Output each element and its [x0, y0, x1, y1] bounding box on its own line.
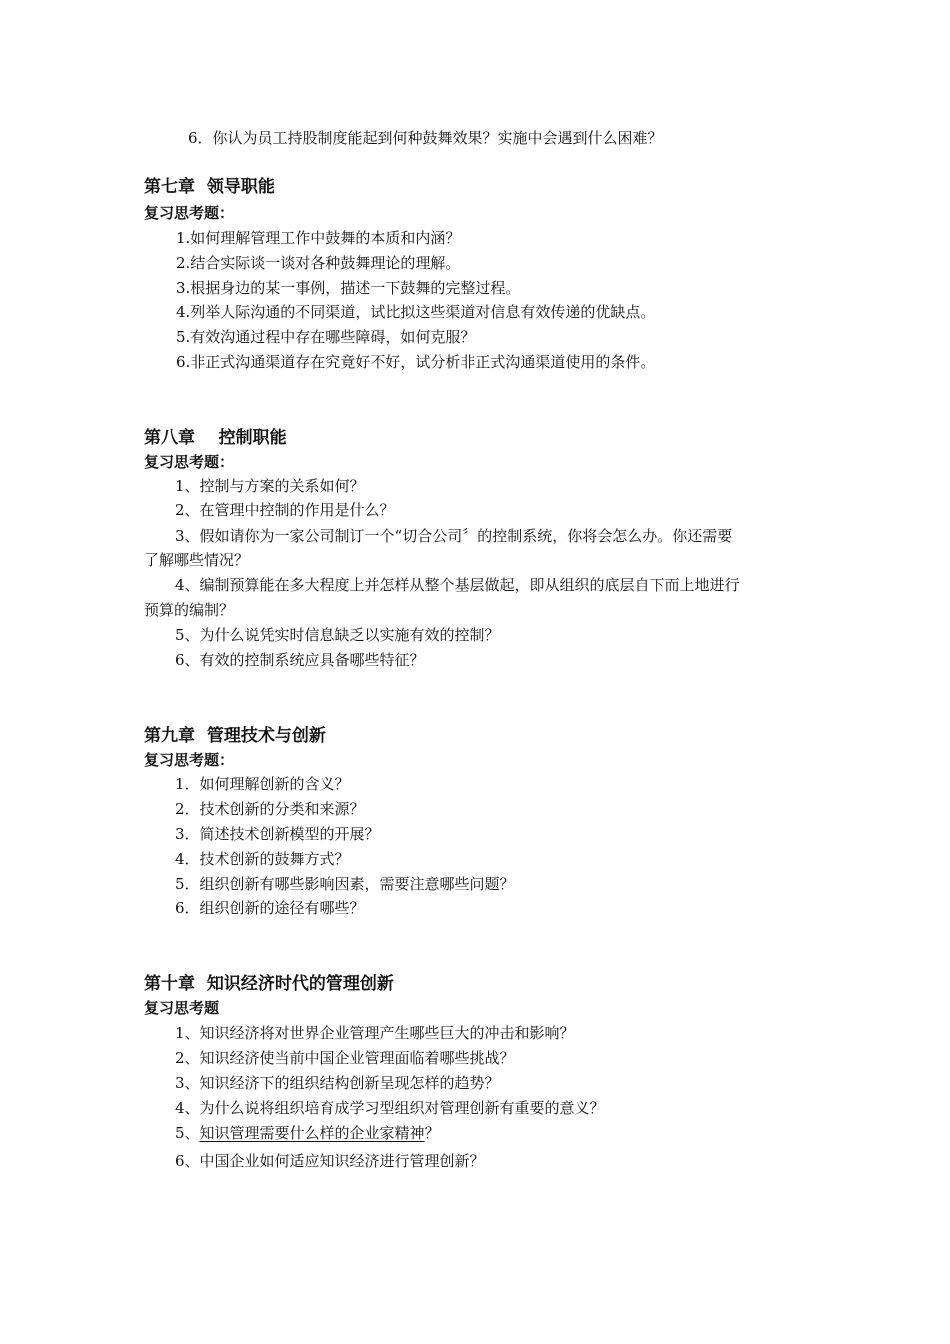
ch7-question: 2.结合实际谈一谈对各种鼓舞理论的理解。: [176, 254, 461, 272]
ch8-question-continuation: 了解哪些情况？: [144, 551, 250, 569]
ch10-question: 3、知识经济下的组织结构创新呈现怎样的趋势？: [175, 1074, 500, 1092]
ch8-question: 3、假如请你为一家公司制订一个“切合公司〞的控制系统，你将会怎么办。你还需要: [175, 527, 733, 545]
ch10-q5-underlined-text: 知识管理需要什么样的企业家精神: [199, 1124, 425, 1142]
chapter-9-title: 第九章 管理技术与创新: [144, 726, 326, 746]
ch7-question: 3.根据身边的某一事例，描述一下鼓舞的完整过程。: [176, 279, 521, 297]
ch9-question: 5．组织创新有哪些影响因素，需要注意哪些问题？: [175, 875, 515, 893]
ch10-question: 2、知识经济使当前中国企业管理面临着哪些挑战？: [175, 1049, 515, 1067]
ch8-question: 2、在管理中控制的作用是什么？: [175, 501, 395, 519]
ch9-question: 3．简述技术创新模型的开展？: [175, 825, 380, 843]
question-6-ch6: 6．你认为员工持股制度能起到何种鼓舞效果？实施中会遇到什么困难？: [188, 129, 663, 147]
ch8-question: 5、为什么说凭实时信息缺乏以实施有效的控制？: [175, 626, 500, 644]
chapter-8-review-heading: 复习思考题：: [144, 453, 235, 471]
ch10-question-5: [175, 1123, 440, 1143]
chapter-9-review-heading: 复习思考题：: [144, 751, 235, 769]
ch9-question: 4．技术创新的鼓舞方式？: [175, 850, 350, 868]
ch10-question: 1、知识经济将对世界企业管理产生哪些巨大的冲击和影响？: [175, 1024, 575, 1042]
ch7-question: 6.非正式沟通渠道存在究竟好不好，试分析非正式沟通渠道使用的条件。: [176, 353, 656, 371]
chapter-7-title: 第七章 领导职能: [144, 177, 275, 197]
ch10-question-6: 6、中国企业如何适应知识经济进行管理创新？: [175, 1152, 485, 1170]
chapter-7-review-heading: 复习思考题：: [144, 204, 235, 222]
ch9-question: 1．如何理解创新的含义？: [175, 775, 350, 793]
ch10-q5-number: 5、: [175, 1124, 200, 1142]
ch8-question-continuation: 预算的编制？: [144, 601, 235, 619]
chapter-10-review-heading: 复习思考题: [144, 999, 220, 1017]
ch8-question: 1、控制与方案的关系如何？: [175, 477, 365, 495]
ch7-question: 1.如何理解管理工作中鼓舞的本质和内涵？: [176, 229, 461, 247]
ch9-question: 2．技术创新的分类和来源？: [175, 800, 365, 818]
ch8-question: 4、编制预算能在多大程度上并怎样从整个基层做起，即从组织的底层自下而上地进行: [175, 576, 740, 594]
ch8-question: 6、有效的控制系统应具备哪些特征？: [175, 651, 425, 669]
ch10-question: 4、为什么说将组织培育成学习型组织对管理创新有重要的意义？: [175, 1099, 605, 1117]
ch9-question: 6．组织创新的途径有哪些？: [175, 899, 365, 917]
chapter-8-title: 第八章 控制职能: [144, 428, 287, 448]
ch7-question: 4.列举人际沟通的不同渠道，试比拟这些渠道对信息有效传递的优缺点。: [176, 303, 656, 321]
ch10-q5-question-mark: ？: [424, 1124, 440, 1142]
chapter-10-title: 第十章 知识经济时代的管理创新: [144, 974, 394, 994]
ch7-question: 5.有效沟通过程中存在哪些障碍，如何克服？: [176, 328, 476, 346]
